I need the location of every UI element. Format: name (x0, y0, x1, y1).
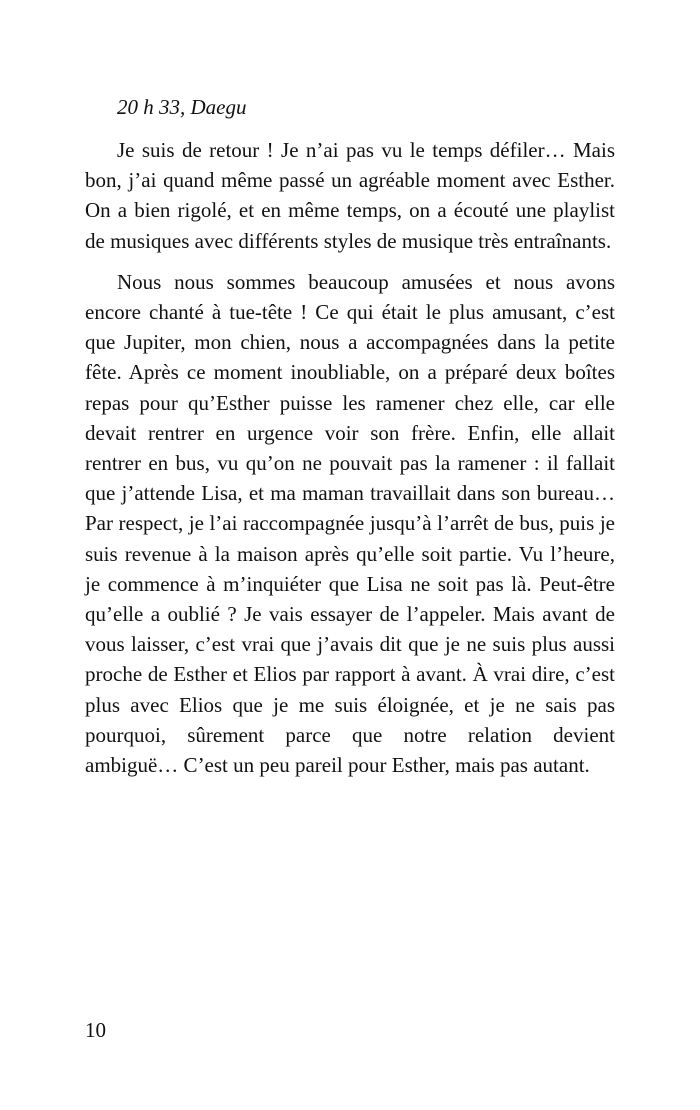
paragraph-2: Nous nous sommes beaucoup amusées et nous avons encore chanté à tue-tête ! Ce qui était le plus amusant, c’est que Jupiter, mon chien, nous a accompagnées dans la petite fête. Après ce moment inoubliable, on a préparé deux boîtes repas pour qu’Esther puisse les ramener chez elle, car elle devait rentrer en urgence voir son frère. Enfin, elle allait rentrer en bus, vu qu’on ne pouvait pas la ramener : il fallait que j’attende Lisa, et ma maman travaillait dans son bureau… Par respect, je l’ai raccompagnée jusqu’à l’arrêt de bus, puis je suis revenue à la maison après qu’elle soit partie. Vu l’heure, je commence à m’inquiéter que Lisa ne soit pas là. Peut-être qu’elle a oublié ? Je vais essayer de l’appeler. Mais avant de vous laisser, c’est vrai que j’avais dit que je ne suis plus aussi proche de Esther et Elios par rapport à avant. À vrai dire, c’est plus avec Elios que je me suis éloignée, et je ne sais pas pourquoi, sûrement parce que notre relation devient ambiguë… C’est un peu pareil pour Esther, mais pas autant. (85, 269, 615, 778)
paragraph-1: Je suis de retour ! Je n’ai pas vu le temps défiler… Mais bon, j’ai quand même passé un agréable moment avec Esther. On a bien rigolé, et en même temps, on a écouté une playlist de musiques avec différents styles de musique très entraînants. (85, 138, 615, 253)
page-body (85, 92, 615, 791)
entry-heading: 20 h 33, Daegu (117, 95, 247, 119)
page-number: 10 (85, 1018, 106, 1042)
